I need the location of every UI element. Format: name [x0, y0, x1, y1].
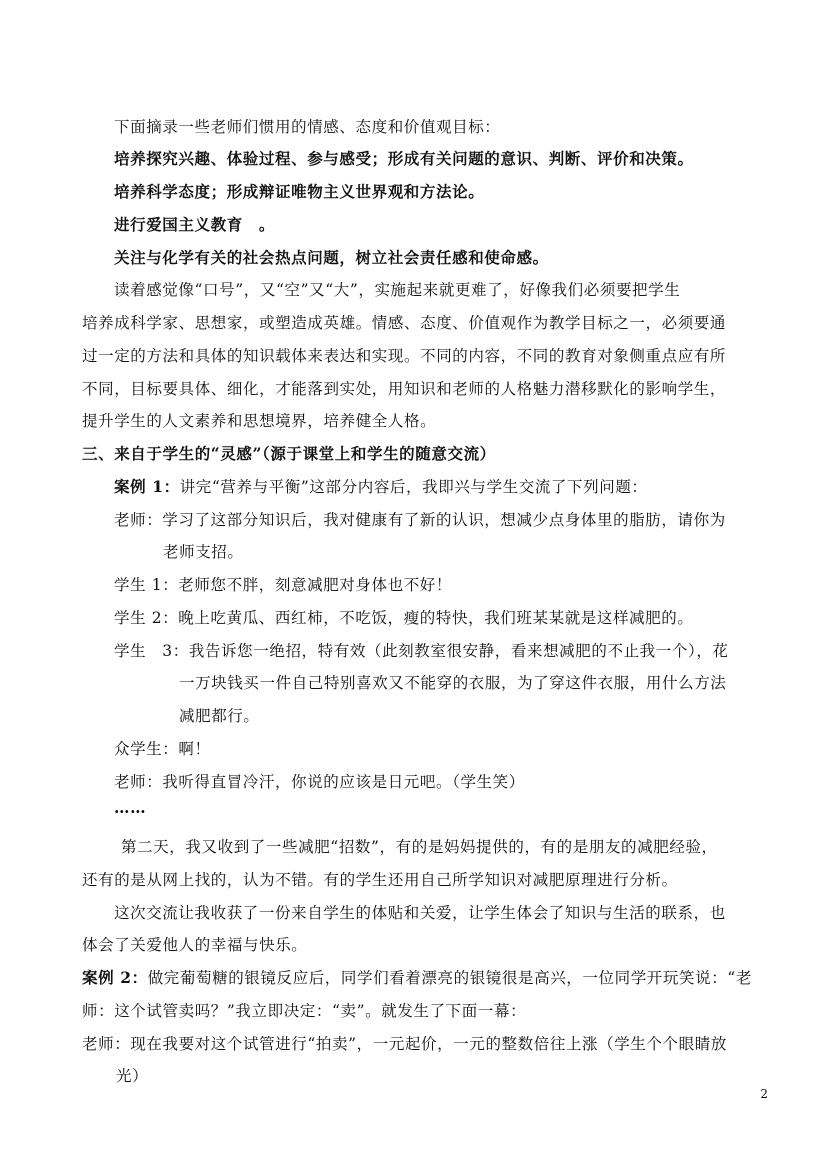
dialogue-line: 老师支招。 [163, 543, 244, 561]
page-number: 2 [760, 1087, 768, 1101]
dialogue-line: 学生 1：老师您不胖，刻意减肥对身体也不好！ [114, 576, 452, 594]
text-line: 培养成科学家、思想家，或塑造成英雄。情感、态度、价值观作为教学目标之一，必须要通 [82, 314, 727, 332]
text-line: 读着感觉像“口号”，又“空”又“大”，实施起来就更难了，好像我们必须要把学生 [114, 281, 681, 299]
case-text: 做完葡萄糖的银镜反应后，同学们看着漂亮的银镜很是高兴，一位同学开玩笑说：“老 [147, 969, 752, 987]
case-line [114, 477, 648, 497]
ellipsis: …… [114, 798, 147, 817]
case-line [82, 968, 752, 988]
dialogue-line: 学生 2：晚上吃黄瓜、西红柿，不吃饭，瘦的特快，我们班某某就是这样减肥的。 [114, 609, 694, 627]
dialogue-line: 光） [116, 1067, 149, 1085]
case-label: 案例 1： [114, 477, 180, 496]
section-heading: 三、来自于学生的“灵感”（源于课堂上和学生的随意交流） [82, 444, 496, 463]
case-label: 案例 2： [82, 968, 148, 987]
text-line: 过一定的方法和具体的知识载体来表达和实现。不同的内容，不同的教育对象侧重点应有所 [82, 347, 727, 365]
bold-goal-line: 培养科学态度；形成辩证唯物主义世界观和方法论。 [114, 182, 485, 201]
bold-goal-line: 关注与化学有关的社会热点问题，树立社会责任感和使命感。 [114, 248, 549, 267]
text-line: 第二天，我又收到了一些减肥“招数”，有的是妈妈提供的，有的是朋友的减肥经验， [121, 838, 718, 856]
bold-goal-line: 培养探究兴趣、体验过程、参与感受；形成有关问题的意识、判断、评价和决策。 [114, 149, 694, 168]
dialogue-line: 老师：我听得直冒冷汗，你说的应该是日元吧。（学生笑） [114, 773, 525, 791]
dialogue-line: 老师：现在我要对这个试管进行“拍卖”，一元起价，一元的整数倍往上涨（学生个个眼睛放 [82, 1035, 727, 1053]
dialogue-line: 学生 3：我告诉您一绝招，特有效（此刻教室很安静，看来想减肥的不止我一个），花 [114, 642, 729, 660]
text-line: 还有的是从网上找的，认为不错。有的学生还用自己所学知识对减肥原理进行分析。 [82, 871, 678, 889]
text-line: 体会了关爱他人的幸福与快乐。 [82, 936, 308, 954]
bold-goal-line: 进行爱国主义教育 。 [114, 215, 276, 234]
text-line: 提升学生的人文素养和思想境界，培养健全人格。 [82, 412, 437, 430]
text-line: 这次交流让我收获了一份来自学生的体贴和关爱，让学生体会了知识与生活的联系，也 [114, 904, 726, 922]
text-line: 不同，目标要具体、细化，才能落到实处，用知识和老师的人格魅力潜移默化的影响学生， [82, 380, 727, 398]
text-line: 下面摘录一些老师们惯用的情感、态度和价值观目标： [114, 118, 501, 136]
dialogue-line: 众学生：啊！ [114, 740, 211, 758]
dialogue-line: 老师：学习了这部分知识后，我对健康有了新的认识，想减少点身体里的脂肪，请你为 [114, 511, 726, 529]
text-line: 师：这个试管卖吗？”我立即决定：“卖”。就发生了下面一幕： [82, 1002, 527, 1020]
case-text: 讲完“营养与平衡”这部分内容后，我即兴与学生交流了下列问题： [179, 478, 648, 496]
dialogue-line: 减肥都行。 [179, 707, 260, 725]
dialogue-line: 一万块钱买一件自己特别喜欢又不能穿的衣服，为了穿这件衣服，用什么方法 [179, 674, 727, 692]
